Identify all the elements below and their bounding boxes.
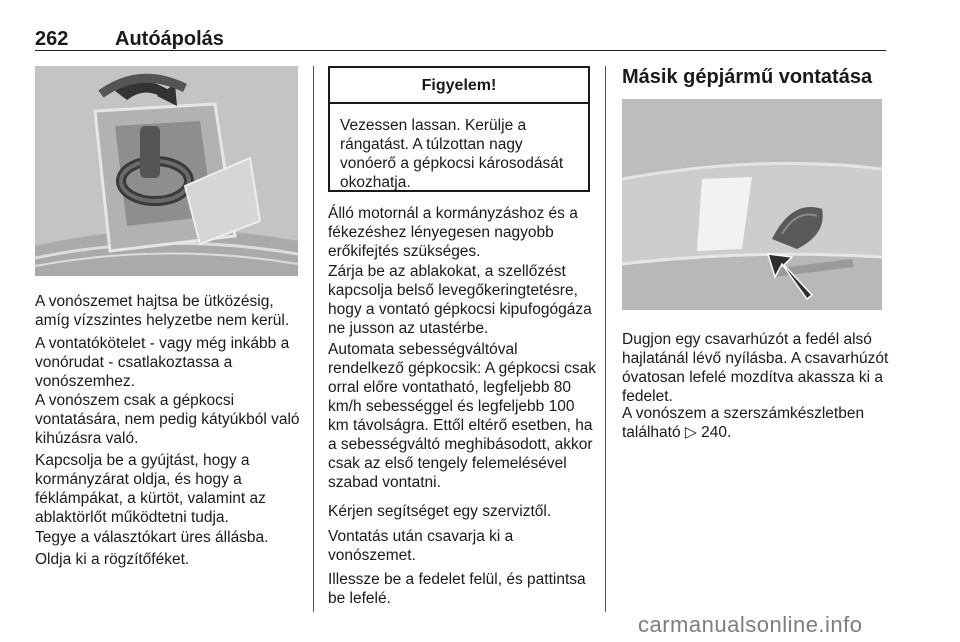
header-rule [35, 50, 886, 51]
column-divider-right [605, 66, 606, 612]
middle-paragraph-4: Kérjen segítséget egy szerviztől. [328, 503, 552, 520]
watermark: carmanualsonline.info [638, 612, 863, 637]
warning-title: Figyelem! [330, 68, 588, 104]
middle-paragraph-6: Illessze be a fedelet felül, és pattintsa be lefelé. [328, 571, 586, 607]
middle-paragraph-5: Vontatás után csavarja ki a vonószemet. [328, 528, 514, 564]
section-title: Másik gépjármű vontatása [622, 66, 873, 88]
left-paragraph-3: A vonószem csak a gépkocsi vontatására, nem pedig kátyúkból való kihúzásra való. [35, 392, 300, 447]
middle-paragraph-2: Zárja be az ablakokat, a szellőzést kapcsolja belső levegőkeringtetésre, hogy a vontató gépkocsi kipufogógáza ne jusson az utastérbe. [328, 263, 592, 337]
warning-text: Vezessen lassan. Kerülje a rángatást. A túlzottan nagy vonóerő a gépkocsi károsodását okozhatja. [340, 117, 564, 191]
right-paragraph-1: Dugjon egy csavarhúzót a fedél alsó hajlatánál lévő nyílásba. A csavarhúzót óvatosan lefelé mozdítva akassza ki a fedelet. [622, 331, 889, 405]
column-divider-left [313, 66, 314, 612]
left-paragraph-4: Kapcsolja be a gyújtást, hogy a kormányzárat oldja, és hogy a féklámpákat, a kürtöt, valamint az ablaktörlőt működtetni tudja. [35, 452, 266, 526]
page-header [35, 28, 885, 52]
middle-paragraph-3: Automata sebességváltóval rendelkező gépkocsik: A gépkocsi csak orral előre vontatható, legfeljebb 80 km/h sebességgel és legfeljebb 100 km távolságra. Ettől eltérő esetben, ha a sebességváltó meghibásodott, akkor csak az első tengely felemelésével szabad vontatni. [328, 341, 596, 491]
left-paragraph-5: Tegye a választókart üres állásba. [35, 529, 269, 546]
bumper-cover-illustration [622, 99, 882, 310]
right-paragraph-2: A vonószem a szerszámkészletben található ▷ 240. [622, 405, 865, 441]
left-paragraph-6: Oldja ki a rögzítőféket. [35, 551, 190, 568]
page-number: 262 [35, 28, 69, 50]
left-paragraph-2: A vontatókötelet - vagy még inkább a vonórudat - csatlakoztassa a vonószemhez. [35, 335, 290, 390]
left-paragraph-1: A vonószemet hajtsa be ütközésig, amíg vízszintes helyzetbe nem kerül. [35, 293, 290, 329]
towing-eye-illustration [35, 66, 298, 276]
middle-paragraph-1: Álló motornál a kormányzáshoz és a fékezéshez lényegesen nagyobb erőkifejtés szükséges. [328, 205, 578, 260]
chapter-title: Autóápolás [115, 28, 224, 50]
warning-box [328, 66, 590, 192]
